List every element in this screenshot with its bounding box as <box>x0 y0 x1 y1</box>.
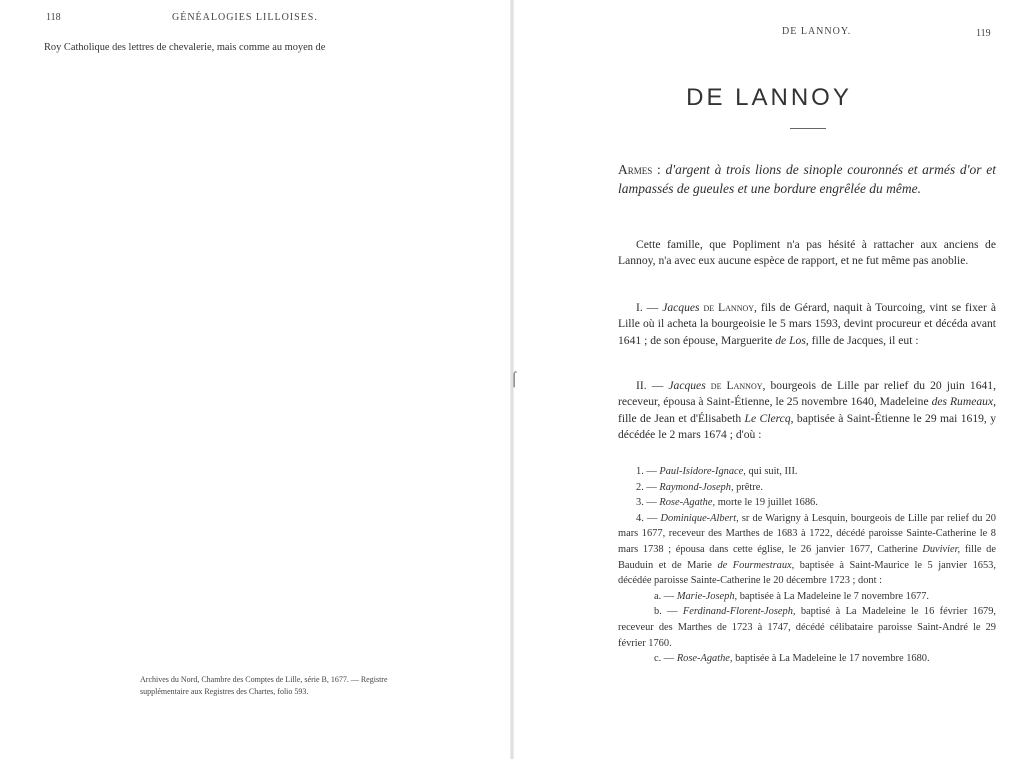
intro-paragraph: Cette famille, que Popliment n'a pas hésité à rattacher aux anciens de Lannoy, n'a avec eux aucune espèce de rapport, et ne fut même pas anoblie. <box>618 238 996 268</box>
grandchild-name: Ferdinand-Florent-Joseph, <box>682 606 796 618</box>
grandchild-text: baptisée à La Madeleine le 17 novembre 1680. <box>735 653 930 665</box>
child-text: prêtre. <box>736 481 763 493</box>
list-item <box>618 464 996 480</box>
gen1-num: I. — <box>636 301 659 314</box>
armes-label: Armes : <box>618 162 661 177</box>
left-body-first-line: Roy Catholique des lettres de chevalerie, mais comme au moyen de <box>44 42 326 53</box>
right-running-head: DE LANNOY. <box>782 26 852 37</box>
grandchild-name: Rose-Agathe, <box>676 653 733 665</box>
child-text2: fille de Bauduin et de Marie <box>618 543 996 571</box>
child-num: 4. — <box>636 512 658 524</box>
list-item <box>618 511 996 589</box>
child-num: 2. — <box>636 481 657 493</box>
title-rule <box>790 128 826 129</box>
gen2-surname: de Lannoy, <box>710 379 766 392</box>
grandchild-text: baptisée à La Madeleine le 7 novembre 1677. <box>739 590 930 602</box>
gen1-text: fils de Gérard, naquit à Tourcoing, vint se fixer à Lille où il acheta la bourgeoisie le 5 mars 1593, devint procureur et décéda avant 1641 ; de son épouse, Marguerite <box>618 301 996 347</box>
gen2-spouse2: Le Clercq, <box>744 411 794 425</box>
grandchild-num: b. — <box>654 606 678 618</box>
left-running-head: GÉNÉALOGIES LILLOISES. <box>172 12 318 23</box>
child-text: morte le 19 juillet 1686. <box>717 497 818 509</box>
list-item <box>618 604 996 651</box>
armes-text: d'argent à trois lions de sinople couronnés et armés d'or et lampassés de gueules et une bordure engrêlée du même. <box>618 162 997 196</box>
left-page-number: 118 <box>46 12 61 23</box>
child-name: Raymond-Joseph, <box>659 481 734 493</box>
chapter-title: DE LANNOY <box>686 84 852 111</box>
child-text3: baptisée à Saint-Maurice le 5 janvier 1653, décédée paroisse Sainte-Catherine le 20 décembre 1723 ; dont : <box>618 559 996 587</box>
child-text: qui suit, III. <box>748 466 798 477</box>
gutter-mark-icon: ⌠ <box>510 372 519 387</box>
list-item <box>618 589 996 605</box>
child-name: Dominique-Albert, <box>660 512 739 524</box>
gen2-name: Jacques <box>668 379 706 392</box>
child-text: sr de Warigny à Lesquin, bourgeois de Lille par relief du 20 mars 1677, receveur des Marthes de 1683 à 1722, décédé paroisse Sainte-Catherine le 8 mars 1738 ; épousa dans cette église, le 26 janvier 1677, Catherine <box>618 512 997 555</box>
child-name: Paul-Isidore-Ignace, <box>659 466 746 477</box>
gen1-name: Jacques <box>662 301 700 314</box>
gen2-text: bourgeois de Lille par relief du 20 juin 1641, receveur, épousa à Saint-Étienne, le 25 novembre 1640, Madeleine <box>618 379 996 409</box>
archive-note: Archives du Nord, Chambre des Comptes de Lille, série B, 1677. — Registre supplémentaire aux Registres des Chartes, folio 593. <box>140 675 388 696</box>
gen2-text3: baptisée à Saint-Étienne le 29 mai 1619, y décédée le 2 mars 1674 ; d'où : <box>618 411 997 441</box>
generation-2 <box>618 378 996 443</box>
gen1-text2: fille de Jacques, il eut : <box>811 333 919 347</box>
list-item <box>618 651 996 667</box>
left-page <box>0 0 510 759</box>
grandchild-num: a. — <box>654 590 675 602</box>
child-spouse2: de Fourmestraux, <box>717 559 795 571</box>
grandchild-num: c. — <box>654 653 675 665</box>
child-num: 1. — <box>636 466 657 477</box>
gen1-spouse: de Los, <box>775 333 809 347</box>
gen2-num: II. — <box>636 379 664 392</box>
child-name: Rose-Agathe, <box>659 497 716 509</box>
grandchild-name: Marie-Joseph, <box>676 590 738 602</box>
left-body-text <box>44 40 418 55</box>
child-spouse: Duvivier, <box>922 543 961 555</box>
list-item <box>618 495 996 511</box>
gen2-text2: fille de Jean et d'Élisabeth <box>618 411 742 425</box>
grandchild-text: baptisé à La Madeleine le 16 février 1679, receveur des Marthes de 1723 à 1747, décédé célibataire paroisse Saint-André le 29 février 1760. <box>618 606 997 649</box>
child-num: 3. — <box>636 497 657 509</box>
gen1-surname: de Lannoy, <box>703 301 757 314</box>
right-page <box>514 0 1024 759</box>
children-list <box>618 464 996 667</box>
right-page-number: 119 <box>976 28 991 39</box>
list-item <box>618 480 996 496</box>
gen2-spouse: des Rumeaux, <box>931 395 997 409</box>
generation-1 <box>618 300 996 349</box>
armes-paragraph <box>618 160 996 198</box>
